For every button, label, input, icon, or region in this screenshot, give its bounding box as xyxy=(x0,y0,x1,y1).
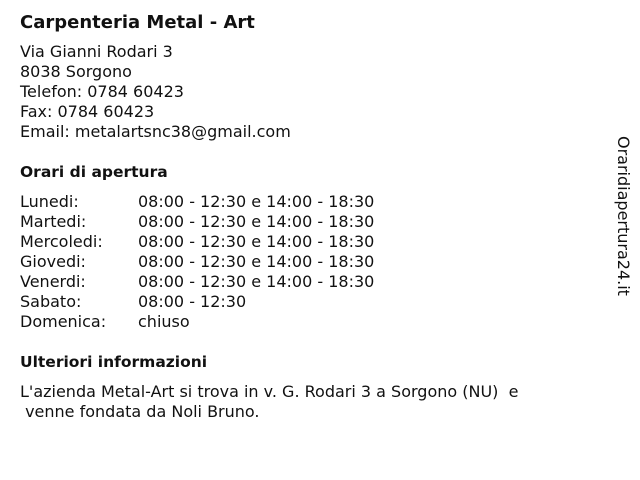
time-value: 08:00 - 12:30 e 14:00 - 18:30 xyxy=(138,232,375,251)
time-value: 08:00 - 12:30 e 14:00 - 18:30 xyxy=(138,212,375,231)
day-label: Domenica: xyxy=(20,312,107,331)
hours-row-saturday xyxy=(20,292,600,312)
email-line: Email: metalartsnc38@gmail.com xyxy=(20,122,291,141)
info-text-line-1: L'azienda Metal-Art si trova in v. G. Rodari 3 a Sorgono (NU) e xyxy=(20,382,519,401)
day-label: Venerdi: xyxy=(20,272,86,291)
hours-row-thursday xyxy=(20,252,600,272)
info-title: Ulteriori informazioni xyxy=(20,353,208,371)
day-label: Mercoledi: xyxy=(20,232,103,251)
business-card xyxy=(20,10,600,422)
day-label: Giovedi: xyxy=(20,252,86,271)
phone-line: Telefon: 0784 60423 xyxy=(20,82,184,101)
hours-row-monday xyxy=(20,192,600,212)
hours-row-sunday xyxy=(20,312,600,332)
business-name: Carpenteria Metal - Art xyxy=(20,12,255,33)
city-line: 8038 Sorgono xyxy=(20,62,132,81)
time-value: 08:00 - 12:30 e 14:00 - 18:30 xyxy=(138,252,375,271)
time-value: 08:00 - 12:30 e 14:00 - 18:30 xyxy=(138,192,375,211)
time-value: 08:00 - 12:30 e 14:00 - 18:30 xyxy=(138,272,375,291)
hours-row-tuesday xyxy=(20,212,600,232)
hours-row-wednesday xyxy=(20,232,600,252)
day-label: Lunedi: xyxy=(20,192,79,211)
time-value: chiuso xyxy=(138,312,190,331)
hours-table xyxy=(20,192,600,332)
fax-line: Fax: 0784 60423 xyxy=(20,102,155,121)
day-label: Martedi: xyxy=(20,212,87,231)
day-label: Sabato: xyxy=(20,292,82,311)
hours-row-friday xyxy=(20,272,600,292)
hours-title: Orari di apertura xyxy=(20,163,168,181)
info-text-line-2: venne fondata da Noli Bruno. xyxy=(20,402,260,421)
site-watermark: Oraridiapertura24.it xyxy=(614,136,633,296)
time-value: 08:00 - 12:30 xyxy=(138,292,247,311)
address-line: Via Gianni Rodari 3 xyxy=(20,42,173,61)
